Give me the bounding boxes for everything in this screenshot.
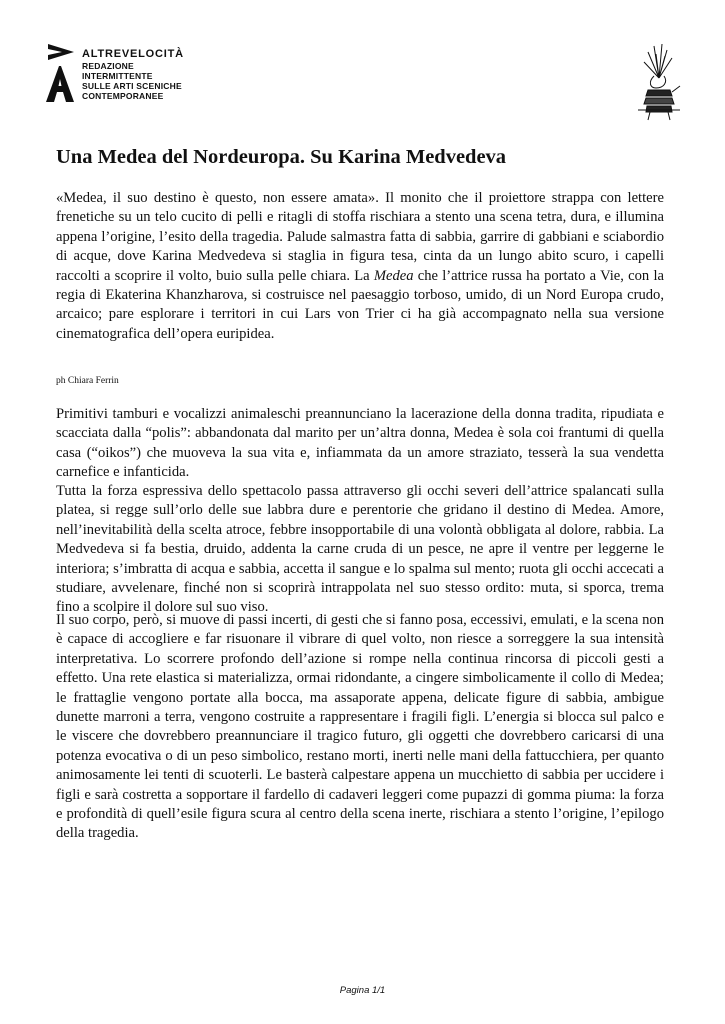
article-paragraph: Il suo corpo, però, si muove di passi incerti, di gesti che si fanno posa, eccessivi, emulati, e la scena non è capace di accogliere e far risuonare il vibrare di quel volto, non riesce a sorreggere la sua intensità interpretativa. Lo scorrere profondo dell’azione si rompe nella continua rincorsa di piccoli gesti a effetto. Una rete elastica si materializza, ormai ridondante, a cingere simbolicamente il collo di Medea; le frattaglie vengono portate alla bocca, ma assaporate appena, delicate figure di sabbia, ambigue dunette marroni a terra, vengono costruite a rappresentare i fragili figli. L’energia si blocca sul palco e le viscere che dovrebbero preannunciare il tragico futuro, gli oggetti che dovrebbero caricarsi di una potenza evocativa o di un peso simbolico, restano morti, inerti nelle mani della fattucchiera, per quanto animosamente lei tenti di scuoterli. Le basterà calpestare appena un mucchietto di sabbia per uccidere i figli e sarà costretta a sopportare il fardello di cadaveri leggeri come pupazzi di gomma piuma: la forza e profondità di quell’esile figura scura al centro della scena inerte, rischiara a stento l’origine, l’epilogo della tragedia.	[56, 612, 664, 842]
logo-text	[82, 48, 184, 101]
altrevelocita-logo-icon	[44, 42, 78, 104]
photo-credit: ph Chiara Ferrin	[56, 376, 119, 386]
article-paragraph: Tutta la forza espressiva dello spettacolo passa attraverso gli occhi severi dell’attrice spalancati sulla platea, si regge sull’orlo delle sue labbra dure e perentorie che gridano il destino di Medea. Amore, nell’inevitabilità della scelta atroce, febbre insopportabile di una volontà obbligata al dolore, rabbia. La Medvedeva si fa bestia, druido, addenta la carne cruda di un pesce, ne apre il ventre per leggerne le interiora; s’imbratta di acqua e sabbia, accetta il sangue e lo spalma sul mento; ruota gli occhi accecati a studiare, avvelenare, finché non si scoprirà intrappolata nel suo stesso ordito: muta, si sporca, trema fino a scolpire il dolore sul suo viso.	[56, 483, 664, 616]
tagline-line: INTERMITTENTE	[82, 71, 153, 81]
tagline-line: SULLE ARTI SCENICHE	[82, 81, 182, 91]
article-paragraph: Primitivi tamburi e vocalizzi animaleschi preannunciano la lacerazione della donna tradita, ripudiata e scacciata dalla “polis”: abbandonata dal marito per un’altra donna, Medea è sola coi frantumi di quella casa (“oikos”) che muoveva la sua vita e, infiammata da un amore straziato, tesserà la sua vendetta carnefice e infanticida.	[56, 406, 664, 481]
play-title: Medea	[373, 267, 414, 284]
tagline-line: CONTEMPORANEE	[82, 91, 164, 101]
page-number: Pagina 1/1	[339, 985, 386, 996]
article-title: Una Medea del Nordeuropa. Su Karina Medvedeva	[56, 146, 507, 168]
article-paragraph: «Medea, il suo destino è questo, non essere amata». Il monito che il proiettore strappa con lettere frenetiche su un telo cucito di pelli e ritagli di stoffa rischiara a stento una scena tetra, dura, e illumina appena l’origine, l’esito della tragedia. Palude salmastra fatta di sabbia, garrire di gabbiani e sciabordio di acque, dove Karina Medvedeva si staglia in figura tesa, cinta da un lungo abito scuro, i capelli raccolti a scoprire il volto, buio sulla pelle chiara. La Medea che l’attrice russa ha portato a Vie, con la regia di Ekaterina Khanzharova, si costruisce nel paesaggio torboso, umido, di un Nord Europa crudo, arcaico; pare esplorare i territori in cui Lars von Trier ci ha già accompagnato nella sua versione cinematografica dell’opera euripidea.	[56, 190, 664, 342]
tagline-line: REDAZIONE	[82, 61, 134, 71]
brand-name: ALTREVELOCITÀ	[82, 48, 184, 60]
mascot-illustration-icon	[634, 42, 684, 122]
page-header	[44, 42, 684, 122]
